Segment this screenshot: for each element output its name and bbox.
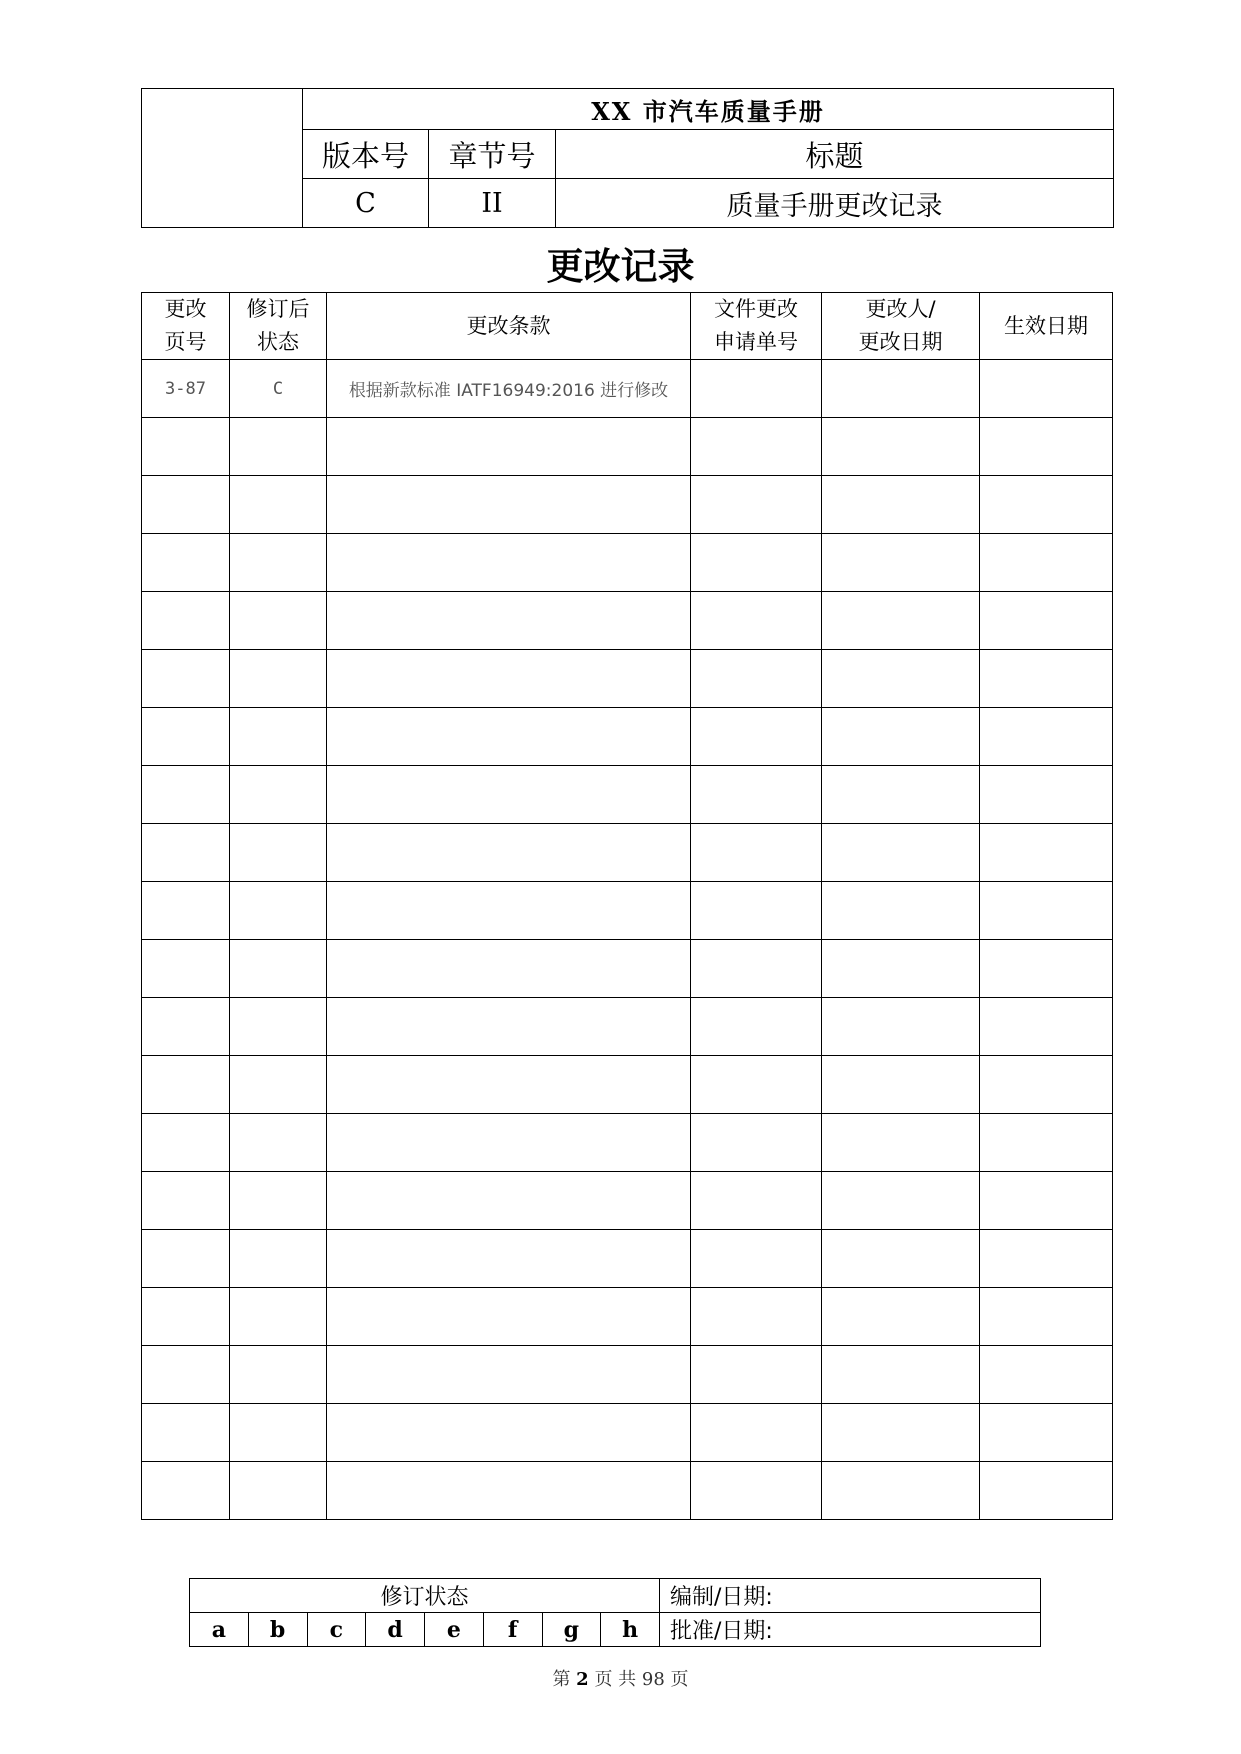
cell-clause[interactable] (327, 1404, 691, 1462)
cell-page[interactable] (142, 1346, 230, 1404)
cell-request[interactable] (691, 592, 822, 650)
cell-clause[interactable] (327, 766, 691, 824)
cell-clause[interactable] (327, 476, 691, 534)
cell-request[interactable] (691, 940, 822, 998)
cell-clause[interactable] (327, 1114, 691, 1172)
cell-request[interactable] (691, 1172, 822, 1230)
cell-effective[interactable] (980, 534, 1113, 592)
header-request: 文件更改 申请单号 (691, 293, 822, 360)
approved-date-field[interactable]: 批准/日期: (660, 1613, 1041, 1647)
cell-page[interactable] (142, 1056, 230, 1114)
cell-page[interactable] (142, 418, 230, 476)
table-row (142, 1404, 1113, 1462)
cell-status[interactable] (230, 1462, 327, 1520)
cell-person[interactable] (822, 708, 980, 766)
table-row (142, 418, 1113, 476)
revision-letter-c: c (307, 1613, 366, 1647)
cell-effective[interactable] (980, 592, 1113, 650)
cell-page[interactable] (142, 998, 230, 1056)
page-title: 更改记录 (546, 245, 695, 288)
revision-letter-h: h (601, 1613, 660, 1647)
cell-status[interactable] (230, 592, 327, 650)
cell-clause[interactable]: 根据新款标准 IATF16949:2016 进行修改 (327, 360, 691, 418)
cell-person[interactable] (822, 940, 980, 998)
header-effective: 生效日期 (980, 293, 1113, 360)
cell-clause[interactable] (327, 1056, 691, 1114)
cell-clause[interactable] (327, 708, 691, 766)
cell-page[interactable] (142, 1114, 230, 1172)
cell-status[interactable] (230, 534, 327, 592)
header-person: 更改人/ 更改日期 (822, 293, 980, 360)
cell-request[interactable] (691, 998, 822, 1056)
manual-name: XX 市汽车质量手册 (303, 89, 1114, 130)
cell-person[interactable] (822, 1404, 980, 1462)
cell-status[interactable] (230, 998, 327, 1056)
cell-person[interactable] (822, 1346, 980, 1404)
cell-clause[interactable] (327, 824, 691, 882)
cell-status[interactable] (230, 940, 327, 998)
cell-status[interactable] (230, 1056, 327, 1114)
chapter-value: II (429, 179, 556, 228)
cell-effective[interactable] (980, 1172, 1113, 1230)
table-row (142, 1462, 1113, 1520)
revision-letter-b: b (248, 1613, 307, 1647)
cell-status[interactable]: C (230, 360, 327, 418)
cell-status[interactable] (230, 1404, 327, 1462)
document-header (141, 88, 1114, 228)
cell-clause[interactable] (327, 882, 691, 940)
cell-effective[interactable] (980, 1346, 1113, 1404)
cell-effective[interactable] (980, 998, 1113, 1056)
cell-person[interactable] (822, 1288, 980, 1346)
cell-request[interactable] (691, 1462, 822, 1520)
header-status: 修订后 状态 (230, 293, 327, 360)
cell-clause[interactable] (327, 1230, 691, 1288)
cell-effective[interactable] (980, 1288, 1113, 1346)
cell-status[interactable] (230, 882, 327, 940)
header-clause: 更改条款 (327, 293, 691, 360)
table-row (142, 824, 1113, 882)
cell-person[interactable] (822, 1230, 980, 1288)
cell-clause[interactable] (327, 534, 691, 592)
table-row (142, 882, 1113, 940)
revision-letter-d: d (366, 1613, 425, 1647)
cell-request[interactable] (691, 1056, 822, 1114)
cell-effective[interactable] (980, 650, 1113, 708)
version-value: C (303, 179, 429, 228)
header-page: 更改 页号 (142, 293, 230, 360)
cell-effective[interactable] (980, 824, 1113, 882)
cell-person[interactable] (822, 1056, 980, 1114)
revision-letter-g: g (542, 1613, 601, 1647)
cell-status[interactable] (230, 650, 327, 708)
cell-page[interactable] (142, 708, 230, 766)
cell-person[interactable] (822, 418, 980, 476)
cell-page[interactable] (142, 1462, 230, 1520)
cell-request[interactable] (691, 1288, 822, 1346)
logo-cell (142, 89, 303, 228)
cell-effective[interactable] (980, 1462, 1113, 1520)
table-row (142, 766, 1113, 824)
cell-request[interactable] (691, 650, 822, 708)
cell-effective[interactable] (980, 940, 1113, 998)
cell-clause[interactable] (327, 650, 691, 708)
cell-person[interactable] (822, 882, 980, 940)
cell-page[interactable] (142, 650, 230, 708)
total-pages: 98 (641, 1669, 665, 1690)
cell-person[interactable] (822, 360, 980, 418)
cell-page[interactable]: 3-87 (142, 360, 230, 418)
table-row (142, 940, 1113, 998)
cell-page[interactable] (142, 1172, 230, 1230)
cell-page[interactable] (142, 1230, 230, 1288)
cell-person[interactable] (822, 1462, 980, 1520)
version-header: 版本号 (303, 130, 429, 179)
cell-clause[interactable] (327, 1462, 691, 1520)
cell-status[interactable] (230, 1288, 327, 1346)
table-row (142, 708, 1113, 766)
cell-request[interactable] (691, 476, 822, 534)
cell-effective[interactable] (980, 360, 1113, 418)
cell-clause[interactable] (327, 1346, 691, 1404)
revision-status-title: 修订状态 (190, 1579, 660, 1613)
cell-person[interactable] (822, 592, 980, 650)
cell-page[interactable] (142, 940, 230, 998)
cell-status[interactable] (230, 1346, 327, 1404)
table-row (142, 534, 1113, 592)
page-number: 第 2 页 共 98 页 (552, 1669, 689, 1690)
table-row (142, 1114, 1113, 1172)
cell-person[interactable] (822, 766, 980, 824)
cell-status[interactable] (230, 1172, 327, 1230)
table-header-row (142, 293, 1113, 360)
change-record-table (141, 292, 1113, 1520)
cell-request[interactable] (691, 1230, 822, 1288)
cell-person[interactable] (822, 476, 980, 534)
cell-request[interactable] (691, 418, 822, 476)
compiled-date-field[interactable]: 编制/日期: (660, 1579, 1041, 1613)
cell-status[interactable] (230, 418, 327, 476)
cell-effective[interactable] (980, 1230, 1113, 1288)
cell-effective[interactable] (980, 882, 1113, 940)
cell-request[interactable] (691, 766, 822, 824)
cell-page[interactable] (142, 824, 230, 882)
cell-status[interactable] (230, 476, 327, 534)
cell-effective[interactable] (980, 1404, 1113, 1462)
cell-request[interactable] (691, 1404, 822, 1462)
cell-status[interactable] (230, 824, 327, 882)
cell-effective[interactable] (980, 476, 1113, 534)
table-row (142, 476, 1113, 534)
cell-clause[interactable] (327, 1172, 691, 1230)
cell-effective[interactable] (980, 708, 1113, 766)
cell-request[interactable] (691, 360, 822, 418)
table-row (142, 1346, 1113, 1404)
cell-person[interactable] (822, 534, 980, 592)
cell-request[interactable] (691, 708, 822, 766)
cell-person[interactable] (822, 998, 980, 1056)
cell-person[interactable] (822, 824, 980, 882)
title-header: 标题 (556, 130, 1114, 179)
cell-page[interactable] (142, 476, 230, 534)
cell-status[interactable] (230, 1114, 327, 1172)
revision-status-table (189, 1578, 1041, 1647)
cell-person[interactable] (822, 650, 980, 708)
cell-clause[interactable] (327, 1288, 691, 1346)
cell-page[interactable] (142, 534, 230, 592)
cell-effective[interactable] (980, 418, 1113, 476)
table-row (142, 998, 1113, 1056)
table-row (142, 1056, 1113, 1114)
table-row (142, 650, 1113, 708)
cell-effective[interactable] (980, 1114, 1113, 1172)
cell-request[interactable] (691, 534, 822, 592)
table-row (142, 592, 1113, 650)
cell-clause[interactable] (327, 418, 691, 476)
table-row (142, 1288, 1113, 1346)
cell-effective[interactable] (980, 766, 1113, 824)
cell-page[interactable] (142, 592, 230, 650)
chapter-header: 章节号 (429, 130, 556, 179)
cell-page[interactable] (142, 766, 230, 824)
cell-page[interactable] (142, 1404, 230, 1462)
revision-letter-e: e (425, 1613, 484, 1647)
revision-letter-a: a (190, 1613, 249, 1647)
table-row (142, 1230, 1113, 1288)
cell-page[interactable] (142, 882, 230, 940)
revision-letter-f: f (483, 1613, 542, 1647)
table-body (142, 360, 1113, 1520)
table-row (142, 360, 1113, 418)
cell-clause[interactable] (327, 940, 691, 998)
cell-clause[interactable] (327, 998, 691, 1056)
title-value: 质量手册更改记录 (556, 179, 1114, 228)
cell-request[interactable] (691, 882, 822, 940)
cell-status[interactable] (230, 708, 327, 766)
cell-person[interactable] (822, 1172, 980, 1230)
cell-request[interactable] (691, 824, 822, 882)
revision-letters-row (190, 1613, 1041, 1647)
cell-status[interactable] (230, 1230, 327, 1288)
cell-clause[interactable] (327, 592, 691, 650)
cell-effective[interactable] (980, 1056, 1113, 1114)
table-row (142, 1172, 1113, 1230)
cell-status[interactable] (230, 766, 327, 824)
cell-page[interactable] (142, 1288, 230, 1346)
current-page: 2 (576, 1669, 589, 1690)
cell-request[interactable] (691, 1114, 822, 1172)
cell-person[interactable] (822, 1114, 980, 1172)
cell-request[interactable] (691, 1346, 822, 1404)
